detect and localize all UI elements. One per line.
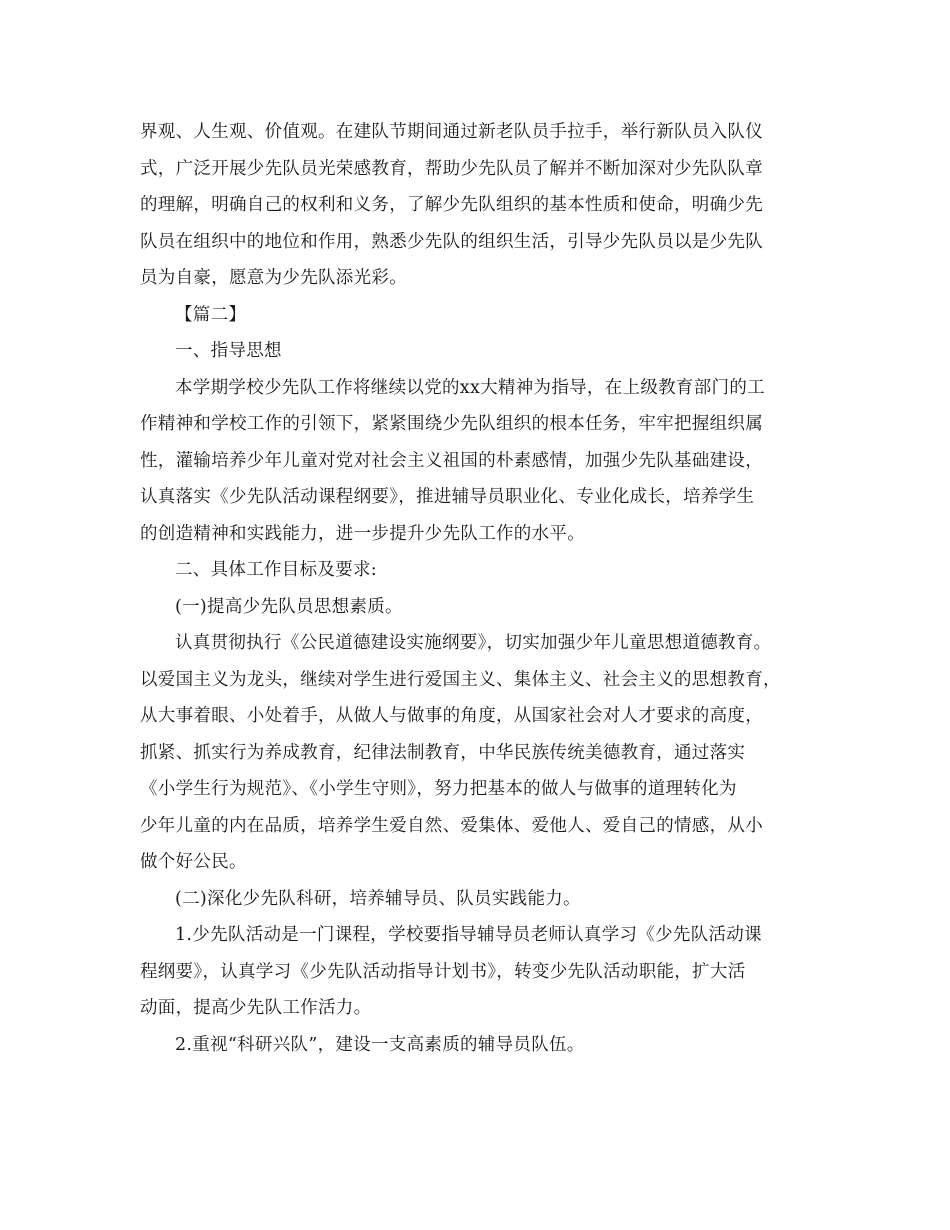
- text-line: 2.重视“科研兴队”，建设一支高素质的辅导员队伍。: [175, 1034, 585, 1055]
- text-line: 抓紧、抓实行为养成教育，纪律法制教育，中华民族传统美德教育，通过落实: [140, 742, 746, 763]
- text-line: (二)深化少先队科研，培养辅导员、队员实践能力。: [175, 888, 581, 909]
- paragraph-p-guiding: [140, 370, 810, 553]
- text-line: 本学期学校少先队工作将继续以党的xx大精神为指导，在上级教育部门的工: [175, 377, 765, 398]
- text-line: 1.少先队活动是一门课程，学校要指导辅导员老师认真学习《少先队活动课: [175, 925, 762, 945]
- paragraph-sub-heading-1: [140, 589, 810, 626]
- text-line: 认真落实《少先队活动课程纲要》，推进辅导员职业化、专业化成长，培养学生: [140, 487, 755, 507]
- text-line: 的创造精神和实践能力，进一步提升少先队工作的水平。: [140, 523, 585, 544]
- text-line: 员为自豪，愿意为少先队添光彩。: [140, 268, 407, 288]
- text-line: 程纲要》，认真学习《少先队活动指导计划书》，转变少先队活动职能，扩大活: [140, 961, 746, 982]
- text-line: 【篇二】: [175, 304, 247, 325]
- paragraph-p-item-2: [140, 1027, 810, 1064]
- text-line: 式，广泛开展少先队员光荣感教育，帮助少先队员了解并不断加深对少先队队章: [140, 158, 763, 179]
- paragraph-heading-1: [140, 333, 810, 370]
- document-body: [140, 114, 810, 1063]
- text-line: 从大事着眼、小处着手，从做人与做事的角度，从国家社会对人才要求的高度，: [140, 706, 763, 726]
- text-line: 队员在组织中的地位和作用，熟悉少先队的组织生活，引导少先队员以是少先队: [140, 231, 763, 252]
- text-line: (一)提高少先队员思想素质。: [175, 596, 403, 617]
- text-line: 性，灌输培养少年儿童对党对社会主义祖国的朴素感情，加强少先队基础建设，: [140, 450, 763, 471]
- text-line: 以爱国主义为龙头，继续对学生进行爱国主义、集体主义、社会主义的思想教育，: [140, 669, 781, 690]
- paragraph-p-moral: [140, 625, 810, 881]
- paragraph-p-item-1: [140, 917, 810, 1027]
- text-line: 《小学生行为规范》、《小学生守则》，努力把基本的做人与做事的道理转化为: [140, 779, 737, 799]
- text-line: 作精神和学校工作的引领下，紧紧围绕少先队组织的根本任务，牢牢把握组织属: [140, 414, 763, 434]
- paragraph-heading-2: [140, 552, 810, 589]
- text-line: 做个好公民。: [140, 852, 247, 872]
- paragraph-sub-heading-2: [140, 881, 810, 918]
- paragraph-section-title: [140, 297, 810, 334]
- paragraph-p-continuation: [140, 114, 810, 297]
- text-line: 一、指导思想: [175, 341, 282, 361]
- text-line: 动面，提高少先队工作活力。: [140, 998, 372, 1018]
- text-line: 的理解，明确自己的权利和义务，了解少先队组织的基本性质和使命，明确少先: [140, 195, 763, 215]
- text-line: 二、具体工作目标及要求:: [175, 560, 377, 580]
- text-line: 界观、人生观、价值观。在建队节期间通过新老队员手拉手，举行新队员入队仪: [140, 122, 763, 142]
- text-line: 认真贯彻执行《公民道德建设实施纲要》，切实加强少年儿童思想道德教育。: [175, 633, 772, 653]
- text-line: 少年儿童的内在品质，培养学生爱自然、爱集体、爱他人、爱自己的情感，从小: [140, 815, 763, 836]
